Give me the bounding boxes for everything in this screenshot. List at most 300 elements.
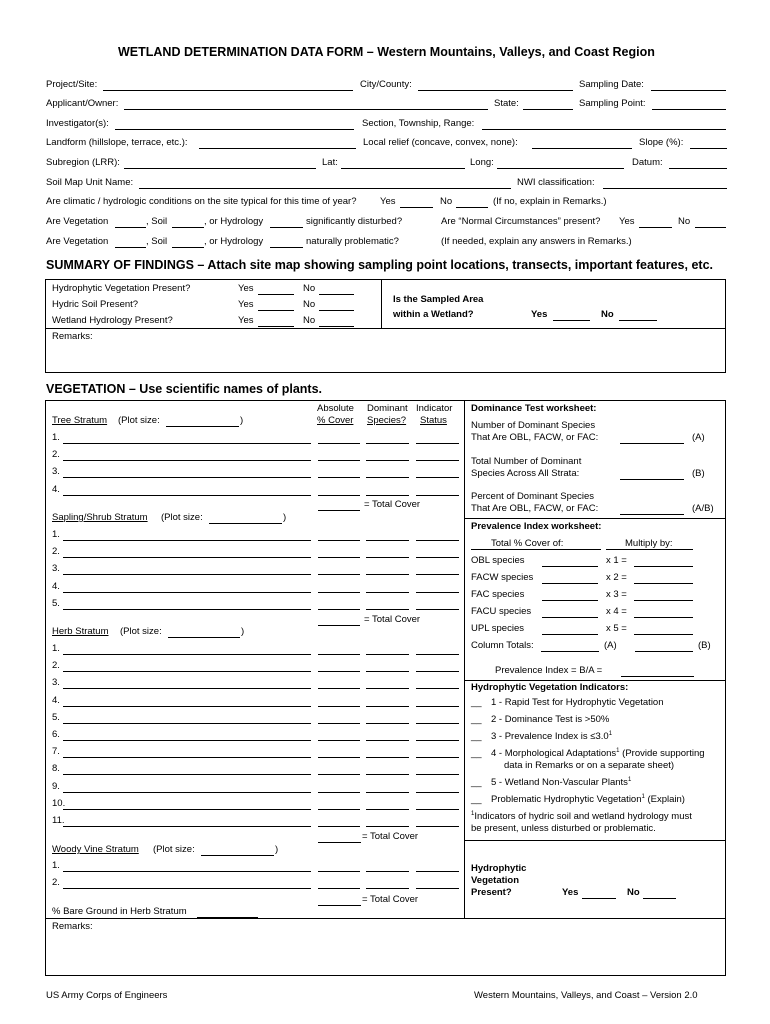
lat-label: Lat: xyxy=(322,157,338,168)
indicator-4-row xyxy=(491,748,705,760)
herb-row-number: 11. xyxy=(52,815,65,826)
herb-indicator-field[interactable] xyxy=(416,809,459,810)
num-dominant-field[interactable] xyxy=(620,443,684,444)
tree-indicator-field[interactable] xyxy=(416,460,459,461)
total-dominant-label-1: Total Number of Dominant xyxy=(471,456,582,467)
landform-label: Landform (hillslope, terrace, etc.): xyxy=(46,137,188,148)
herb-indicator-field[interactable] xyxy=(416,671,459,672)
herb-cover-field[interactable] xyxy=(318,809,360,810)
woody-row-number: 1. xyxy=(52,860,60,871)
tree-species-field[interactable] xyxy=(63,460,311,461)
indicator-4-checkbox[interactable]: __ xyxy=(471,748,482,759)
herb-dominant-field[interactable] xyxy=(366,740,409,741)
herb-indicator-field[interactable] xyxy=(416,792,459,793)
tree-row-number: 2. xyxy=(52,449,60,461)
disturbed-hydro-field[interactable] xyxy=(270,227,303,228)
herb-row-number: 10. xyxy=(52,797,66,809)
hydrophytic-veg-label: Hydrophytic Vegetation Present? xyxy=(52,283,191,294)
disturbed-veg-field[interactable] xyxy=(115,227,146,228)
column-totals-b-mark: (B) xyxy=(698,640,711,651)
veg-present-yes-label: Yes xyxy=(562,887,579,898)
bare-ground-field[interactable] xyxy=(197,917,258,918)
herb-species-field[interactable] xyxy=(63,809,311,810)
prevalence-species-label: FAC species xyxy=(471,589,525,600)
herb-dominant-field[interactable] xyxy=(366,706,409,707)
prevalence-cover-field[interactable] xyxy=(542,583,598,584)
sapling-row-number: 1. xyxy=(52,529,60,540)
col-indicator-1: Indicator xyxy=(416,403,453,414)
col-indicator-2: Status xyxy=(420,415,447,426)
herb-cover-field[interactable] xyxy=(318,740,360,741)
wetland-hydro-no-field[interactable] xyxy=(319,326,354,327)
bare-ground-label: % Bare Ground in Herb Stratum xyxy=(52,906,187,917)
num-dominant-label-1: Number of Dominant Species xyxy=(471,420,596,431)
herb-row-number: 5. xyxy=(52,711,60,723)
summary-remarks-label: Remarks: xyxy=(52,331,93,342)
sapling-row-number: 4. xyxy=(52,580,60,592)
herb-dominant-field[interactable] xyxy=(366,757,409,758)
climatic-note: (If no, explain in Remarks.) xyxy=(493,196,607,207)
herb-indicator-field[interactable] xyxy=(416,723,459,724)
indicator-3-row xyxy=(491,731,612,743)
sapling-stratum-label: Sapling/Shrub Stratum xyxy=(52,512,148,523)
state-field[interactable] xyxy=(523,109,573,110)
sapling-cover-field[interactable] xyxy=(318,609,360,610)
tree-dominant-field[interactable] xyxy=(366,495,409,496)
woody-species-field[interactable] xyxy=(63,888,311,889)
total-dominant-mark: (B) xyxy=(692,468,705,479)
herb-plot-size-close: ) xyxy=(241,626,245,637)
veg-present-no-field[interactable] xyxy=(643,898,676,899)
herb-species-field[interactable] xyxy=(63,792,311,793)
nwi-label: NWI classification: xyxy=(517,177,595,188)
local-relief-field[interactable] xyxy=(532,148,632,149)
project-site-label: Project/Site: xyxy=(46,79,98,90)
herb-dominant-field[interactable] xyxy=(366,774,409,775)
tree-plot-size-close: ) xyxy=(240,415,244,426)
herb-indicator-field[interactable] xyxy=(416,774,459,775)
herb-dominant-field[interactable] xyxy=(366,671,409,672)
city-county-field[interactable] xyxy=(418,90,573,91)
herb-cover-field[interactable] xyxy=(318,774,360,775)
indicators-divider xyxy=(464,840,726,841)
total-dominant-label-2: Species Across All Strata: xyxy=(471,468,580,479)
herb-indicator-field[interactable] xyxy=(416,826,459,827)
tree-plot-size-label: (Plot size: xyxy=(118,415,160,426)
herb-row-number: 2. xyxy=(52,660,60,672)
tree-species-field[interactable] xyxy=(63,477,311,478)
subregion-label: Subregion (LRR): xyxy=(46,157,120,168)
woody-indicator-field[interactable] xyxy=(416,871,459,872)
applicant-owner-label: Applicant/Owner: xyxy=(46,98,119,109)
landform-field[interactable] xyxy=(199,148,356,149)
herb-species-field[interactable] xyxy=(63,706,311,707)
hydric-soil-yes-field[interactable] xyxy=(258,310,294,311)
sampling-point-field[interactable] xyxy=(652,109,726,110)
indicator-4-rest: (Provide supporting xyxy=(619,748,705,759)
sapling-dominant-field[interactable] xyxy=(366,592,409,593)
disturbed-soil-label: , Soil xyxy=(146,216,168,227)
sapling-species-field[interactable] xyxy=(63,592,311,593)
summary-divider xyxy=(45,328,726,329)
sapling-species-field[interactable] xyxy=(63,574,311,575)
woody-stratum-label: Woody Vine Stratum xyxy=(52,844,139,855)
prevalence-result-field[interactable] xyxy=(634,617,693,618)
herb-cover-field[interactable] xyxy=(318,826,360,827)
sapling-indicator-field[interactable] xyxy=(416,592,459,593)
woody-total-cover-field[interactable] xyxy=(318,905,361,906)
tree-cover-field[interactable] xyxy=(318,460,360,461)
soil-map-unit-field[interactable] xyxy=(139,188,511,189)
dominance-heading: Dominance Test worksheet: xyxy=(471,403,597,414)
sampled-area-yes-label: Yes xyxy=(531,309,548,320)
percent-dominant-field[interactable] xyxy=(620,514,684,515)
prevalence-multiplier: x 3 = xyxy=(606,589,627,600)
tree-row-number: 4. xyxy=(52,483,60,495)
tree-stratum-label: Tree Stratum xyxy=(52,415,108,426)
disturbed-hydro-label: , or Hydrology xyxy=(204,216,264,227)
sapling-indicator-field[interactable] xyxy=(416,609,459,610)
herb-row-number: 6. xyxy=(52,729,60,740)
indicator-footnote-1 xyxy=(471,811,692,823)
col-dominant-1: Dominant xyxy=(367,403,408,414)
city-county-label: City/County: xyxy=(360,79,412,90)
footer-right: Western Mountains, Valleys, and Coast – Version 2.0 xyxy=(474,990,698,1001)
col-absolute-2: % Cover xyxy=(317,415,354,426)
wetland-hydro-no-label: No xyxy=(303,315,316,326)
sapling-cover-field[interactable] xyxy=(318,574,360,575)
sapling-cover-field[interactable] xyxy=(318,557,360,558)
sampled-area-yes-field[interactable] xyxy=(553,320,590,321)
hydrophytic-veg-no-field[interactable] xyxy=(319,294,354,295)
herb-row-number: 7. xyxy=(52,746,60,758)
tree-row-number: 1. xyxy=(52,432,60,443)
woody-dominant-field[interactable] xyxy=(366,871,409,872)
form-title: WETLAND DETERMINATION DATA FORM – Western Mountains, Valleys, and Coast Region xyxy=(118,45,655,59)
sampled-area-no-label: No xyxy=(601,309,614,320)
sapling-dominant-field[interactable] xyxy=(366,557,409,558)
herb-species-field[interactable] xyxy=(63,671,311,672)
tree-dominant-field[interactable] xyxy=(366,460,409,461)
hydric-soil-no-label: No xyxy=(303,299,316,310)
tree-dominant-field[interactable] xyxy=(366,477,409,478)
datum-field[interactable] xyxy=(669,168,727,169)
problematic-soil-field[interactable] xyxy=(172,247,204,248)
sig-disturbed-label: significantly disturbed? xyxy=(306,216,403,227)
indicator-6-checkbox[interactable]: __ xyxy=(471,794,482,805)
herb-cover-field[interactable] xyxy=(318,706,360,707)
sapling-species-field[interactable] xyxy=(63,609,311,610)
woody-species-field[interactable] xyxy=(63,871,311,872)
woody-row-number: 2. xyxy=(52,877,60,889)
prevalence-cover-field[interactable] xyxy=(542,617,598,618)
indicator-1-label: 1 - Rapid Test for Hydrophytic Vegetation xyxy=(491,697,664,708)
herb-species-field[interactable] xyxy=(63,740,311,741)
herb-row-number: 8. xyxy=(52,763,60,775)
sapling-dominant-field[interactable] xyxy=(366,574,409,575)
herb-species-field[interactable] xyxy=(63,757,311,758)
veg-present-label-3: Present? xyxy=(471,887,512,898)
herb-indicator-field[interactable] xyxy=(416,654,459,655)
woody-plot-size-field[interactable] xyxy=(201,855,274,856)
prevalence-species-label: OBL species xyxy=(471,555,525,566)
disturbed-soil-field[interactable] xyxy=(172,227,204,228)
summary-vertical-divider xyxy=(381,279,382,328)
column-totals-a-mark: (A) xyxy=(604,640,617,651)
sapling-dominant-field[interactable] xyxy=(366,609,409,610)
herb-species-field[interactable] xyxy=(63,774,311,775)
sapling-species-field[interactable] xyxy=(63,557,311,558)
prevalence-multiplier: x 1 = xyxy=(606,555,627,566)
applicant-owner-field[interactable] xyxy=(124,109,488,110)
indicator-3-checkbox[interactable]: __ xyxy=(471,731,482,742)
prevalence-result-field[interactable] xyxy=(634,600,693,601)
sapling-plot-size-field[interactable] xyxy=(209,523,282,524)
indicators-heading: Hydrophytic Vegetation Indicators: xyxy=(471,682,629,693)
percent-dominant-mark: (A/B) xyxy=(692,503,714,514)
woody-dominant-field[interactable] xyxy=(366,888,409,889)
indicator-2-label: 2 - Dominance Test is >50% xyxy=(491,714,610,725)
column-totals-b-field[interactable] xyxy=(635,651,693,652)
section-township-range-field[interactable] xyxy=(482,129,726,130)
long-label: Long: xyxy=(470,157,494,168)
woody-total-cover-label: = Total Cover xyxy=(362,894,419,905)
tree-cover-field[interactable] xyxy=(318,477,360,478)
herb-species-field[interactable] xyxy=(63,654,311,655)
percent-dominant-label-2: That Are OBL, FACW, or FAC: xyxy=(471,503,599,514)
total-dominant-field[interactable] xyxy=(620,479,684,480)
veg-present-label-1: Hydrophytic xyxy=(471,863,527,874)
sampled-area-label-2: within a Wetland? xyxy=(393,309,474,320)
problematic-veg-label: Are Vegetation xyxy=(46,236,109,247)
state-label: State: xyxy=(494,98,519,109)
problematic-soil-label: , Soil xyxy=(146,236,168,247)
tree-plot-size-field[interactable] xyxy=(166,426,239,427)
herb-cover-field[interactable] xyxy=(318,688,360,689)
woody-cover-field[interactable] xyxy=(318,888,360,889)
column-totals-a-field[interactable] xyxy=(541,651,599,652)
herb-dominant-field[interactable] xyxy=(366,809,409,810)
woody-indicator-field[interactable] xyxy=(416,888,459,889)
nat-problematic-label: naturally problematic? xyxy=(306,236,399,247)
col-dominant-2: Species? xyxy=(367,415,407,426)
indicator-6-row xyxy=(491,794,685,806)
herb-dominant-field[interactable] xyxy=(366,826,409,827)
slope-field[interactable] xyxy=(690,148,727,149)
indicator-6-rest: (Explain) xyxy=(644,794,685,805)
hydric-soil-label: Hydric Soil Present? xyxy=(52,299,139,310)
tree-indicator-field[interactable] xyxy=(416,495,459,496)
tree-cover-field[interactable] xyxy=(318,443,360,444)
sampled-area-no-field[interactable] xyxy=(619,320,657,321)
vegetation-remarks-divider xyxy=(45,918,726,919)
tree-species-field[interactable] xyxy=(63,495,311,496)
prevalence-index-field[interactable] xyxy=(621,676,694,677)
column-totals-label: Column Totals: xyxy=(471,640,534,651)
prevalence-cover-field[interactable] xyxy=(542,566,598,567)
hydric-soil-yes-label: Yes xyxy=(238,299,254,310)
investigators-field[interactable] xyxy=(115,129,354,130)
normal-circ-yes-label: Yes xyxy=(619,216,635,227)
indicator-4-sup: 1 xyxy=(616,747,620,754)
nwi-field[interactable] xyxy=(603,188,727,189)
herb-total-cover-label: = Total Cover xyxy=(362,831,419,842)
sampling-date-label: Sampling Date: xyxy=(579,79,644,90)
hydric-soil-no-field[interactable] xyxy=(319,310,354,311)
prevalence-cover-field[interactable] xyxy=(542,600,598,601)
local-relief-label: Local relief (concave, convex, none): xyxy=(363,137,518,148)
sapling-plot-size-close: ) xyxy=(283,512,287,523)
dominance-divider xyxy=(464,518,726,519)
sapling-row-number: 2. xyxy=(52,546,60,558)
tree-total-cover-label: = Total Cover xyxy=(364,499,421,510)
wetland-hydro-label: Wetland Hydrology Present? xyxy=(52,315,173,326)
sapling-total-cover-field[interactable] xyxy=(318,625,360,626)
sapling-dominant-field[interactable] xyxy=(366,540,409,541)
herb-plot-size-field[interactable] xyxy=(168,637,240,638)
sapling-indicator-field[interactable] xyxy=(416,540,459,541)
footer-left: US Army Corps of Engineers xyxy=(46,990,168,1001)
indicator-5-row xyxy=(491,777,631,789)
normal-circ-label: Are “Normal Circumstances” present? xyxy=(441,216,601,227)
woody-cover-field[interactable] xyxy=(318,871,360,872)
herb-row-number: 3. xyxy=(52,677,60,689)
tree-total-cover-field[interactable] xyxy=(318,510,360,511)
indicator-4-label: 4 - Morphological Adaptations xyxy=(491,748,617,759)
sampling-point-label: Sampling Point: xyxy=(579,98,646,109)
sapling-row-number: 3. xyxy=(52,563,60,575)
section-township-range-label: Section, Township, Range: xyxy=(362,118,475,129)
tree-indicator-field[interactable] xyxy=(416,477,459,478)
herb-dominant-field[interactable] xyxy=(366,792,409,793)
hydrophytic-veg-yes-field[interactable] xyxy=(258,294,294,295)
prevalence-divider xyxy=(464,680,726,681)
multiply-by-label: Multiply by: xyxy=(625,538,673,549)
herb-cover-field[interactable] xyxy=(318,723,360,724)
herb-stratum-label: Herb Stratum xyxy=(52,626,109,637)
long-field[interactable] xyxy=(497,168,624,169)
prevalence-result-field[interactable] xyxy=(634,566,693,567)
normal-circ-yes-field[interactable] xyxy=(639,227,672,228)
sapling-cover-field[interactable] xyxy=(318,540,360,541)
footnote-sup: 1 xyxy=(471,810,475,817)
soil-map-unit-label: Soil Map Unit Name: xyxy=(46,177,134,188)
normal-circ-no-field[interactable] xyxy=(695,227,726,228)
percent-dominant-label-1: Percent of Dominant Species xyxy=(471,491,595,502)
sapling-indicator-field[interactable] xyxy=(416,574,459,575)
climatic-yes-label: Yes xyxy=(380,196,396,207)
prevalence-multiplier: x 4 = xyxy=(606,606,627,617)
disturbed-veg-label: Are Vegetation xyxy=(46,216,109,227)
prevalence-multiplier: x 2 = xyxy=(606,572,627,583)
datum-label: Datum: xyxy=(632,157,663,168)
climatic-question: Are climatic / hydrologic conditions on the site typical for this time of year? xyxy=(46,196,357,207)
herb-total-cover-field[interactable] xyxy=(318,842,361,843)
sapling-species-field[interactable] xyxy=(63,540,311,541)
subregion-field[interactable] xyxy=(124,168,316,169)
herb-cover-field[interactable] xyxy=(318,654,360,655)
herb-species-field[interactable] xyxy=(63,688,311,689)
herb-dominant-field[interactable] xyxy=(366,723,409,724)
indicator-2-checkbox[interactable]: __ xyxy=(471,714,482,725)
indicator-1-checkbox[interactable]: __ xyxy=(471,697,482,708)
prevalence-multiplier: x 5 = xyxy=(606,623,627,634)
indicator-3-sup: 1 xyxy=(608,730,613,737)
sapling-indicator-field[interactable] xyxy=(416,557,459,558)
indicator-6-label: Problematic Hydrophytic Vegetation xyxy=(491,794,642,805)
herb-cover-field[interactable] xyxy=(318,671,360,672)
indicator-4-line2: data in Remarks or on a separate sheet) xyxy=(504,760,675,771)
prevalence-result-field[interactable] xyxy=(634,634,693,635)
herb-indicator-field[interactable] xyxy=(416,740,459,741)
indicator-footnote-2: be present, unless disturbed or problematic. xyxy=(471,823,656,834)
herb-cover-field[interactable] xyxy=(318,757,360,758)
herb-indicator-field[interactable] xyxy=(416,706,459,707)
herb-species-field[interactable] xyxy=(63,723,311,724)
woody-plot-size-close: ) xyxy=(275,844,279,855)
herb-dominant-field[interactable] xyxy=(366,654,409,655)
prevalence-species-label: FACU species xyxy=(471,606,532,617)
project-site-field[interactable] xyxy=(103,90,353,91)
hydrophytic-veg-no-label: No xyxy=(303,283,316,294)
num-dominant-label-2: That Are OBL, FACW, or FAC: xyxy=(471,432,599,443)
veg-present-yes-field[interactable] xyxy=(582,898,616,899)
problematic-veg-field[interactable] xyxy=(115,247,146,248)
herb-cover-field[interactable] xyxy=(318,792,360,793)
total-cover-of-label: Total % Cover of: xyxy=(491,538,564,549)
herb-species-field[interactable] xyxy=(63,826,311,827)
sapling-plot-size-label: (Plot size: xyxy=(161,512,203,523)
indicator-5-sup: 1 xyxy=(627,776,632,783)
problematic-hydro-label: , or Hydrology xyxy=(204,236,264,247)
slope-label: Slope (%): xyxy=(639,137,684,148)
climatic-no-label: No xyxy=(440,196,453,207)
tree-species-field[interactable] xyxy=(63,443,311,444)
veg-present-no-label: No xyxy=(627,887,640,898)
prevalence-cover-field[interactable] xyxy=(542,634,598,635)
lat-field[interactable] xyxy=(341,168,465,169)
tree-dominant-field[interactable] xyxy=(366,443,409,444)
woody-plot-size-label: (Plot size: xyxy=(153,844,195,855)
sampled-area-label-1: Is the Sampled Area xyxy=(393,294,484,305)
herb-dominant-field[interactable] xyxy=(366,688,409,689)
indicator-5-checkbox[interactable]: __ xyxy=(471,777,482,788)
tree-indicator-field[interactable] xyxy=(416,443,459,444)
herb-indicator-field[interactable] xyxy=(416,688,459,689)
tree-row-number: 3. xyxy=(52,466,60,478)
sapling-cover-field[interactable] xyxy=(318,592,360,593)
col-absolute-1: Absolute xyxy=(317,403,354,414)
herb-row-number: 1. xyxy=(52,643,60,654)
wetland-hydro-yes-field[interactable] xyxy=(258,326,294,327)
herb-plot-size-label: (Plot size: xyxy=(120,626,162,637)
herb-indicator-field[interactable] xyxy=(416,757,459,758)
herb-row-number: 4. xyxy=(52,694,60,706)
num-dominant-mark: (A) xyxy=(692,432,705,443)
prevalence-species-label: UPL species xyxy=(471,623,524,634)
prevalence-index-label: Prevalence Index = B/A = xyxy=(495,665,603,676)
climatic-yes-field[interactable] xyxy=(400,207,433,208)
problematic-hydro-field[interactable] xyxy=(270,247,303,248)
prevalence-result-field[interactable] xyxy=(634,583,693,584)
investigators-label: Investigator(s): xyxy=(46,118,109,129)
tree-cover-field[interactable] xyxy=(318,495,360,496)
sampling-date-field[interactable] xyxy=(651,90,726,91)
sapling-row-number: 5. xyxy=(52,597,60,609)
indicator-6-sup: 1 xyxy=(641,793,645,800)
indicator-3-label: 3 - Prevalence Index is ≤3.0 xyxy=(491,731,609,742)
climatic-no-field[interactable] xyxy=(456,207,488,208)
